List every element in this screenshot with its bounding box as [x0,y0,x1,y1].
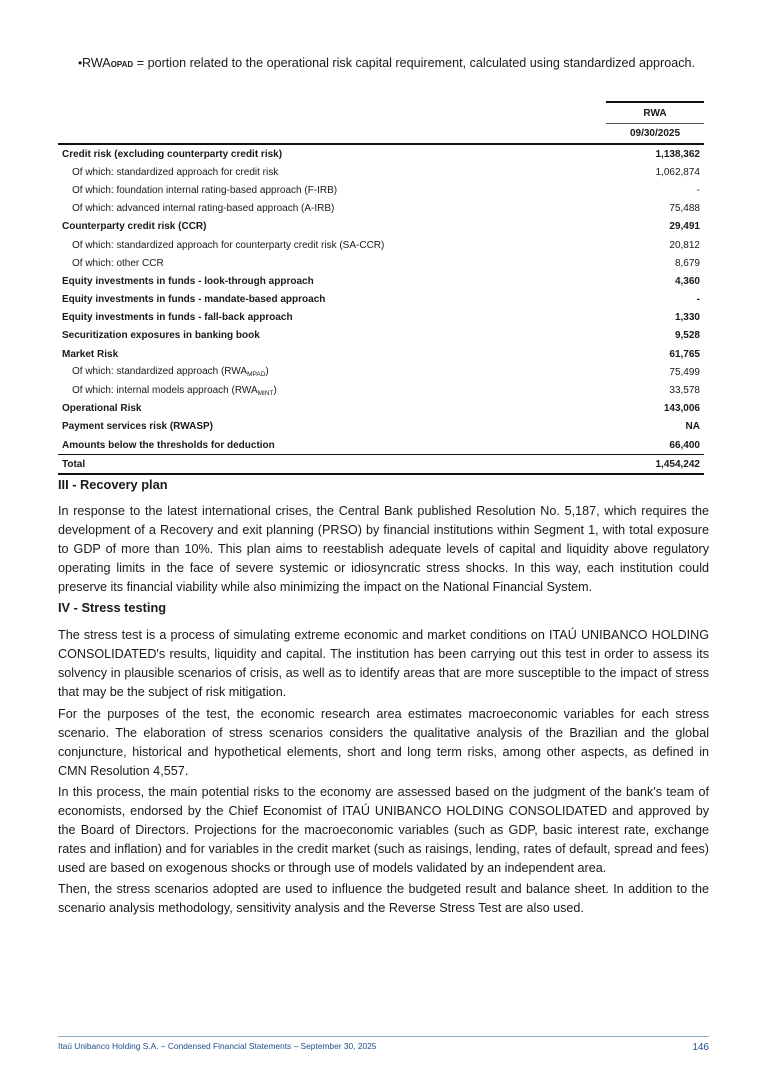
row-label-subscript: MPAD [247,371,266,379]
table-row [58,144,704,163]
row-label-text: Of which: standardized approach (RWA [72,366,248,378]
column-header-date: 09/30/2025 [606,124,704,145]
row-label: Counterparty credit risk (CCR) [62,221,207,233]
row-label: Amounts below the thresholds for deduction [62,439,275,451]
row-value: 1,062,874 [655,166,700,178]
table-row [58,400,704,418]
row-value: 9,528 [674,330,700,342]
rwa-term-subscript: OPAD [110,60,134,69]
row-label-close: ) [265,366,269,378]
row-label: Of which: other CCR [72,257,164,269]
row-value: 1,454,242 [606,455,704,475]
row-value: 8,679 [674,257,700,269]
table-header-date-row [58,124,704,145]
table-row [58,236,704,254]
row-label: Securitization exposures in banking book [62,330,260,342]
paragraph: In response to the latest international crises, the Central Bank published Resolution No. 5,187, which requires the development of a Recovery and exit planning (PRSO) by financial institutions within Segment 1, with total exposure to GDP of more than 10%. This plan aims to reestablish adequate levels of capital and liquidity above regulatory operating limits in the face of severe systemic or idiosyncratic stress shocks. In this way, each institution could preserve its financial viability while also minimizing the impact on the National Financial System. [58,504,709,595]
rwa-opad-definition [58,54,708,74]
table-row [58,309,704,327]
section-title-recovery-plan: III - Recovery plan [58,477,168,492]
row-value: 20,812 [669,239,700,251]
row-value: 1,330 [674,312,700,324]
row-value: 143,006 [663,403,700,415]
row-value: 33,578 [669,385,700,397]
table-row [58,418,704,436]
row-value: 1,138,362 [606,144,704,163]
row-label: Equity investments in funds - fall-back approach [62,312,293,324]
row-value: 4,360 [674,275,700,287]
row-label-text: Of which: internal models approach (RWA [72,384,258,396]
row-value: - [696,184,700,196]
row-label: Payment services risk (RWASP) [62,421,214,433]
row-label: Of which: standardized approach for credit risk [72,166,279,178]
row-value: NA [685,421,700,433]
table-row [58,254,704,272]
rwa-term: RWA [82,56,111,70]
row-label: Of which: foundation internal rating-based approach (F-IRB) [72,184,338,196]
table-row [58,291,704,309]
table-row [58,381,704,399]
row-value: 75,499 [669,366,700,378]
paragraph: The stress test is a process of simulating extreme economic and market conditions on ITAÚ UNIBANCO HOLDING CONSOLIDATED's results, liquidity and capital. The institution has been carrying out this test in order to assess its solvency in plausible scenarios of crisis, as well as to identify areas that are more susceptible to the impact of stress that may be the subject of risk mitigation. [58,628,709,700]
row-label: Operational Risk [62,403,142,415]
table-row [58,345,704,363]
row-label: Market Risk [62,348,119,360]
paragraph: In this process, the main potential risks to the economy are assessed based on the judgment of the bank's team of economists, endorsed by the Chief Economist of ITAÚ UNIBANCO HOLDING CONSOLIDATED and approved by the Board of Directors. Projections for the macroeconomic variables (such as GDP, basic interest rate, exchange rates and inflation) and for variables in the credit market (such as raisings, lending, rates of default, spread and fees) used are based on exogenous shocks or through use of models validated by an independent area. [58,785,709,876]
row-value: 75,488 [669,203,700,215]
row-label-close: ) [273,384,277,396]
table-row [58,363,704,381]
bullet-icon: • [78,56,83,70]
row-value: 29,491 [669,221,700,233]
page-number: 146 [692,1042,709,1053]
row-label: Of which: standardized approach for counterparty credit risk (SA-CCR) [72,239,385,251]
row-label [58,363,606,381]
paragraph: For the purposes of the test, the economic research area estimates macroeconomic variables for each stress scenario. The elaboration of stress scenarios considers the qualitative analysis of the Brazilian and the global conjuncture, historical and hypothetical elements, short and long term risks, among other aspects, as defined in CMN Resolution 4,557. [58,707,709,779]
row-value: 61,765 [669,348,700,360]
row-label: Equity investments in funds - mandate-based approach [62,294,326,306]
table-row [58,218,704,236]
row-value: 66,400 [669,439,700,451]
footer-text: Itaú Unibanco Holding S.A. – Condensed Financial Statements – September 30, 2025 [58,1041,377,1051]
row-label: Credit risk (excluding counterparty credit risk) [58,144,606,163]
table-total-row [58,455,704,475]
table-row [58,181,704,199]
row-label: Total [58,455,606,475]
table-row [58,272,704,290]
rwa-table [58,101,704,475]
paragraph: Then, the stress scenarios adopted are used to influence the budgeted result and balance sheet. In addition to the scenario analysis methodology, sensitivity analysis and the Reverse Stress Test are also used. [58,882,709,916]
rwa-definition-text: = portion related to the operational risk capital requirement, calculated using standardized approach. [133,56,696,70]
row-label: Of which: advanced internal rating-based approach (A-IRB) [72,203,335,215]
footer-divider [58,1036,709,1037]
row-label-subscript: MINT [257,389,274,397]
table-header-row [58,102,704,124]
row-value: - [696,294,700,306]
column-header-rwa: RWA [606,102,704,124]
table-row [58,163,704,181]
row-label [58,381,606,399]
table-row [58,200,704,218]
section-title-stress-testing: IV - Stress testing [58,600,167,615]
row-label: Equity investments in funds - look-through approach [62,275,314,287]
table-row [58,327,704,345]
table-row [58,436,704,455]
